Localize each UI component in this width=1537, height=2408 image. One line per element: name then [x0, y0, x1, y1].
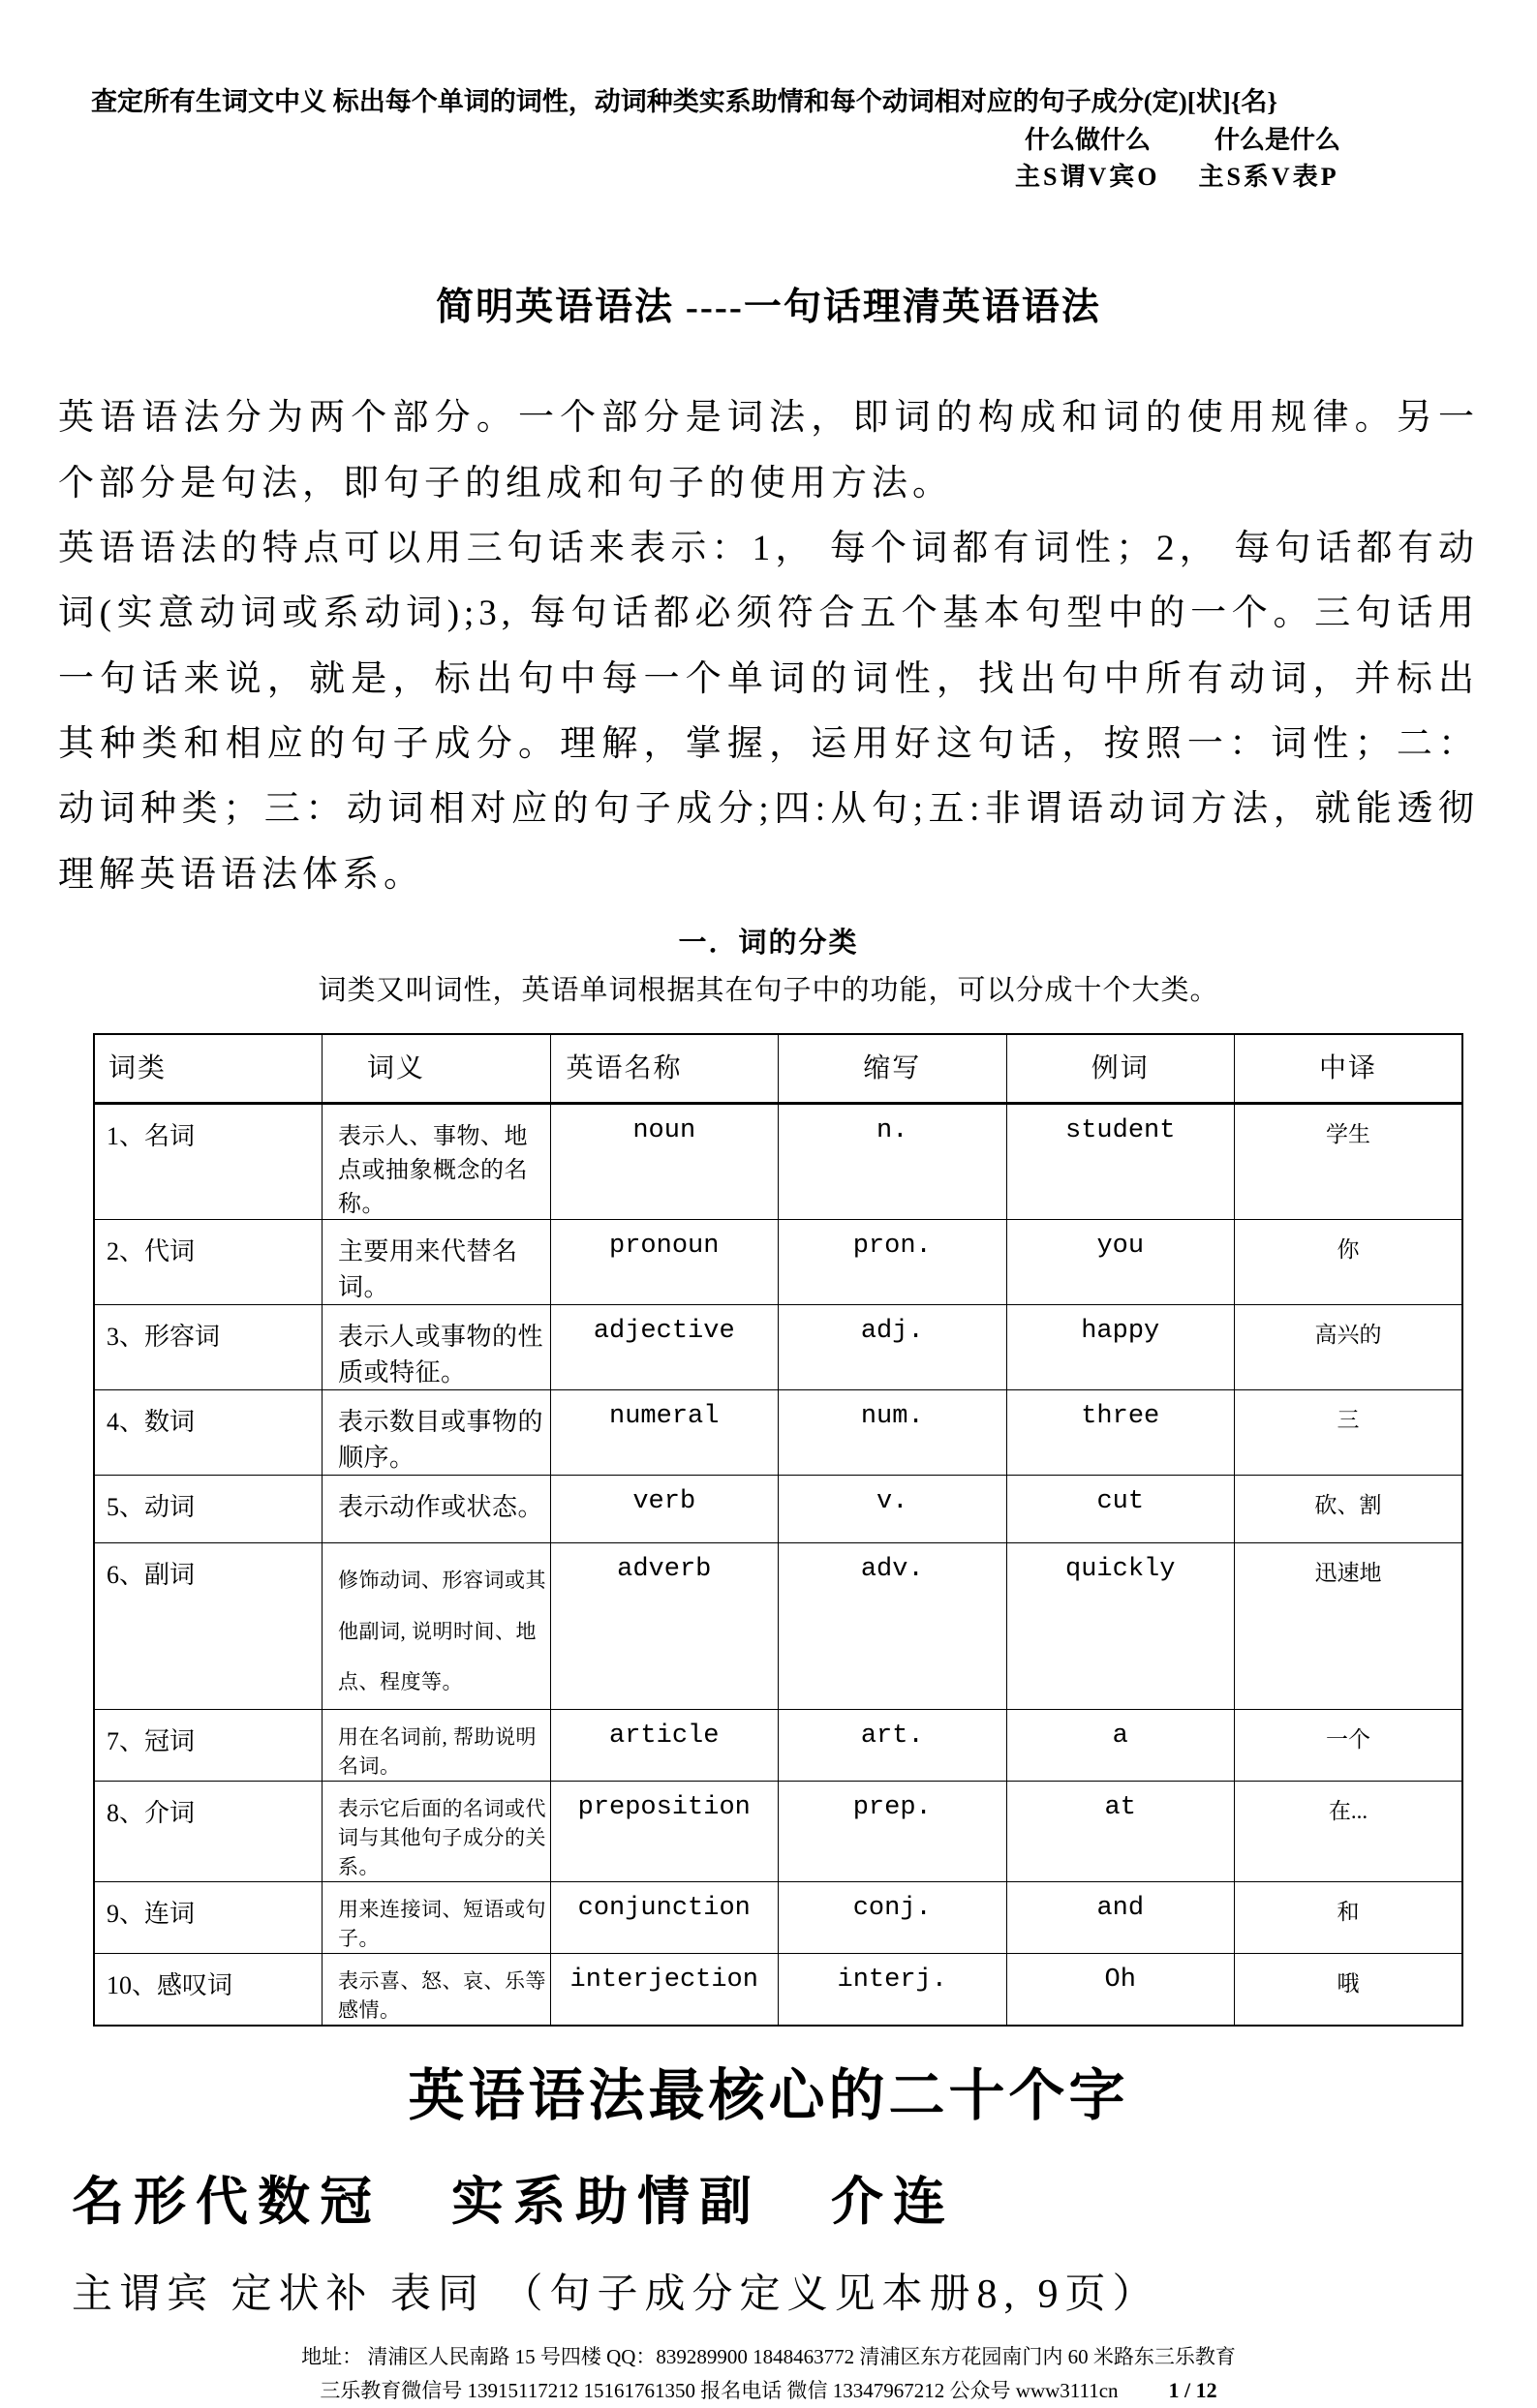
cell-example: a	[1006, 1709, 1235, 1781]
cell-abbr: art.	[779, 1709, 1007, 1781]
core-group-nouns: 名形代数冠	[72, 2172, 382, 2231]
cell-translation: 哦	[1235, 1953, 1463, 2026]
cell-class: 9、连词	[94, 1881, 323, 1953]
cell-class: 10、感叹词	[94, 1953, 323, 2026]
page-number: 1 / 12	[1168, 2378, 1217, 2403]
footer-address-line: 地址： 清浦区人民南路 15 号四楼 QQ：839289900 1848463772 清浦区东方花园南门内 60 米路东三乐教育	[301, 2344, 1236, 2368]
cell-example: you	[1006, 1220, 1235, 1305]
header-english-name: 英语名称	[550, 1034, 779, 1104]
cell-translation: 高兴的	[1235, 1305, 1463, 1390]
cell-class: 3、形容词	[94, 1305, 323, 1390]
cell-abbr: v.	[779, 1476, 1007, 1543]
cell-meaning: 用在名词前, 帮助说明名词。	[323, 1709, 551, 1781]
cell-example: student	[1006, 1104, 1235, 1220]
intro-paragraph-1: 英语语法分为两个部分。一个部分是词法，即词的构成和词的使用规律。另一个部分是句法，即句子的组成和句子的使用方法。	[58, 398, 1479, 503]
footer-contact-text: 三乐教育微信号 13915117212 15161761350 报名电话 微信 13347967212 公众号 www3111cn	[320, 2379, 1119, 2403]
core-twenty-words-line	[72, 2160, 1479, 2235]
annotation-what-is-what: 什么是什么	[1214, 125, 1341, 154]
cell-translation: 你	[1235, 1220, 1463, 1305]
table-row	[94, 1390, 1462, 1476]
cell-example: Oh	[1006, 1953, 1235, 2026]
annotation-line-3	[1015, 161, 1479, 194]
cell-english: conjunction	[550, 1881, 779, 1953]
cell-translation: 和	[1235, 1881, 1463, 1953]
table-row	[94, 1104, 1462, 1220]
cell-english: preposition	[550, 1781, 779, 1881]
cell-class: 4、数词	[94, 1390, 323, 1476]
table-header-row	[94, 1034, 1462, 1104]
cell-english: numeral	[550, 1390, 779, 1476]
cell-abbr: interj.	[779, 1953, 1007, 2026]
table-row	[94, 1781, 1462, 1881]
cell-translation: 学生	[1235, 1104, 1463, 1220]
table-header	[94, 1034, 1462, 1104]
header-word-class: 词类	[94, 1034, 323, 1104]
annotation-svp: 主S系V表P	[1198, 162, 1339, 191]
cell-example: three	[1006, 1390, 1235, 1476]
cell-english: pronoun	[550, 1220, 779, 1305]
cell-meaning: 表示动作或状态。	[323, 1476, 551, 1543]
intro-paragraph-2: 英语语法的特点可以用三句话来表示：1， 每个词都有词性；2， 每句话都有动词(实意动词或系动词);3, 每句话都必须符合五个基本句型中的一个。三句话用一句话来说，就是，标出句中每一个单词的词性，找出句中所有动词，并标出其种类和相应的句子成分。理解，掌握，运用好这句话，按照一：词性；二：动词种类；三：动词相对应的句子成分;四:从句;五:非谓语动词方法，就能透彻理解英语语法体系。	[58, 528, 1479, 895]
cell-meaning: 表示人、事物、地点或抽象概念的名称。	[323, 1104, 551, 1220]
section-heading: 一．词的分类	[678, 927, 859, 959]
header-example: 例词	[1006, 1034, 1235, 1104]
cell-meaning: 表示它后面的名词或代词与其他句子成分的关系。	[323, 1781, 551, 1881]
intro-text	[58, 385, 1479, 907]
cell-class: 5、动词	[94, 1476, 323, 1543]
cell-example: cut	[1006, 1476, 1235, 1543]
annotation-line-2	[1025, 124, 1479, 157]
annotation-line-1: 查定所有生词文中义 标出每个单词的词性，动词种类实系助情和每个动词相对应的句子成分(定)[状]{名}	[91, 87, 1277, 116]
cell-class: 6、副词	[94, 1543, 323, 1710]
cell-example: at	[1006, 1781, 1235, 1881]
table-row	[94, 1709, 1462, 1781]
cell-translation: 三	[1235, 1390, 1463, 1476]
cell-meaning: 主要用来代替名词。	[323, 1220, 551, 1305]
cell-translation: 在...	[1235, 1781, 1463, 1881]
cell-english: interjection	[550, 1953, 779, 2026]
annotation-svo: 主S谓V宾O	[1015, 162, 1160, 191]
cell-abbr: num.	[779, 1390, 1007, 1476]
cell-english: adverb	[550, 1543, 779, 1710]
cell-abbr: pron.	[779, 1220, 1007, 1305]
footer-contact-line	[58, 2373, 1479, 2408]
table-row	[94, 1953, 1462, 2026]
cell-abbr: adv.	[779, 1543, 1007, 1710]
cell-class: 1、名词	[94, 1104, 323, 1220]
parts-of-speech-table	[93, 1033, 1463, 2027]
cell-translation: 迅速地	[1235, 1543, 1463, 1710]
cell-abbr: conj.	[779, 1881, 1007, 1953]
cell-example: happy	[1006, 1305, 1235, 1390]
cell-english: noun	[550, 1104, 779, 1220]
core-sentence-elements-line: 主谓宾 定状补 表同 （句子成分定义见本册8, 9页）	[72, 2271, 1160, 2317]
core-heading: 英语语法最核心的二十个字	[408, 2063, 1129, 2127]
cell-class: 2、代词	[94, 1220, 323, 1305]
header-translation: 中译	[1235, 1034, 1463, 1104]
table-row	[94, 1476, 1462, 1543]
cell-class: 7、冠词	[94, 1709, 323, 1781]
cell-example: and	[1006, 1881, 1235, 1953]
cell-meaning: 表示人或事物的性质或特征。	[323, 1305, 551, 1390]
page-title: 简明英语语法 ----一句话理清英语语法	[436, 287, 1101, 329]
table-body	[94, 1104, 1462, 2026]
page-footer	[58, 2341, 1479, 2408]
section-subheading: 词类又叫词性，英语单词根据其在句子中的功能，可以分成十个大类。	[318, 974, 1219, 1006]
core-group-connectors: 介连	[831, 2172, 955, 2231]
table-row	[94, 1881, 1462, 1953]
annotation-what-does-what: 什么做什么	[1025, 125, 1152, 154]
table-row	[94, 1543, 1462, 1710]
core-group-verbs: 实系助情副	[451, 2172, 761, 2231]
cell-meaning: 修饰动词、形容词或其他副词, 说明时间、地点、程度等。	[323, 1543, 551, 1710]
cell-english: adjective	[550, 1305, 779, 1390]
table-row	[94, 1305, 1462, 1390]
cell-abbr: prep.	[779, 1781, 1007, 1881]
cell-translation: 一个	[1235, 1709, 1463, 1781]
cell-english: verb	[550, 1476, 779, 1543]
cell-abbr: adj.	[779, 1305, 1007, 1390]
cell-meaning: 表示喜、怒、哀、乐等感情。	[323, 1953, 551, 2026]
cell-translation: 砍、割	[1235, 1476, 1463, 1543]
cell-class: 8、介词	[94, 1781, 323, 1881]
header-abbreviation: 缩写	[779, 1034, 1007, 1104]
cell-english: article	[550, 1709, 779, 1781]
table-row	[94, 1220, 1462, 1305]
cell-abbr: n.	[779, 1104, 1007, 1220]
header-meaning: 词义	[323, 1034, 551, 1104]
cell-example: quickly	[1006, 1543, 1235, 1710]
cell-meaning: 表示数目或事物的顺序。	[323, 1390, 551, 1476]
cell-meaning: 用来连接词、短语或句子。	[323, 1881, 551, 1953]
